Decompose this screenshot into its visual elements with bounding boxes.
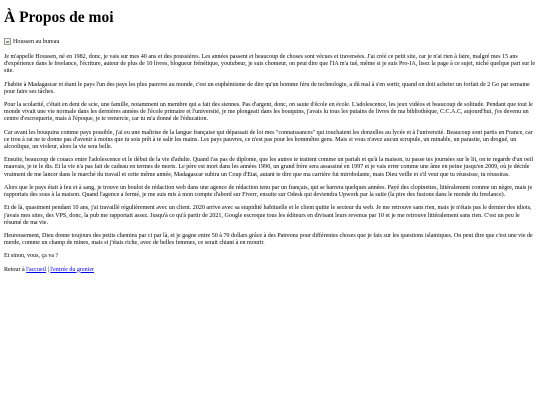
paragraph-question: Et sinon, vous, ça va ? bbox=[4, 253, 59, 260]
footer-prefix: Retour à bbox=[4, 266, 27, 273]
footer-separator: | bbox=[46, 266, 51, 273]
paragraph-scolarite: Pour la scolarité, c'était en dent de scie, une famille, notamment un membre qui a fait des siennes. Pas d'argent, donc, on saute d'école en école. L'adolescence, les jeux vidéos et beaucoup de solitude. Pendant que tout le monde vivait une vie normale dans les dernières années de l'école primaire et l'université, je me plongeait dans les bouquins, j'avais lu tous les putains de livres de ma bibliothèque, C.C.A.C, aujourd'hui, j'es devenu un centre d'escroquerie, mais à l'époque, je te remercie, car tu m'a donné de l'éducation. bbox=[4, 102, 533, 123]
broken-image-icon bbox=[4, 38, 11, 45]
paragraph-patreon: Heureusement, Dieu donne toujours des petits chemins par ci par là, et je gagne entre 50 à 70 dollars grâce à des Patreons pour différentes choses que je fais sur les questions islamiques. On peut dire que c'est une vie de merde, comme un champ de mines, mais si j'étais riche, avec de belles femmes, ce serait chiant à en mourir. bbox=[4, 232, 533, 247]
paragraph-client: Et de là, quasiment pendant 10 ans, j'ai travaillé régulièrement avec un client. 2020 arrive avec sa stupidité habituelle et le client quitte le secteur du web. Je me retrouve sans rien, mais je n'étais pas le dernier des idiots, j'avais mes sites, des VPS, donc, la pub me rapportait assez. Jusqu'à ce qu'à partir de 2021, Google escroque tous les éditeurs en divisant leurs revenus par 10 et je me retrouve littéralement sans rien. C'est un peu le résumé de ma vie. bbox=[4, 205, 532, 226]
image-alt-text: Houssen au bureau bbox=[13, 38, 60, 45]
footer-nav bbox=[4, 267, 536, 274]
grenier-link[interactable]: l'entrée du grenier bbox=[50, 266, 95, 273]
page-title: À Propos de moi bbox=[4, 9, 114, 26]
paragraph-intro: Je m'appelle Houssen, né en 1982, donc, je vais sur mes 40 ans et des poussières. Les années passent et beaucoup de choses sont vécues et traversées. J'ai créé ce petit site, car je n'ai rien à faire, malgré mes 15 ans d'expérience dans le freelance, l'écriture, auteur de plus de 10 livres, blogueur frénétique, youtubeur, je suis chomeur, on peut dire que l'IA m'a tué, même si je suis Pro-IA, lisez la page à ce sujet, niché quelque part sur le site. bbox=[4, 54, 536, 75]
home-link[interactable]: l'accueil bbox=[26, 266, 47, 273]
paragraph-adolescence: Ensuite, beaucoup de couacs entre l'adolescence et le début de la vie d'adulte. Quand t'as pas de diplome, que les autres te traitent comme un pariah et qu'à la maison, tu passe tes journées sur le lit, on te regarde d'un oeil mauvais, je te le dis. Et la vie n'a pas fait de cadeau en termes de morts. Le père est mort dans les années 1990, un grand frère sera assassiné en 1997 et je vais errer comme une âme en peine jusqu'en 2009, où je décide vraiment de me lancer dans le marché du travail et cette même année, Madagascar subira un Coup d'Etat, autant te dire que ma carrière fut mirobolante, mais Dieu veille et s'il veut que tu réussisse, tu réussiras. bbox=[4, 157, 533, 178]
profile-image bbox=[4, 38, 536, 45]
paragraph-redaction: Alors que le pays était à feu et à sang, je trouve un boulot de rédaction web dans une agence de rédaction tenu par un français, qui se barrera quelques années. Payé des clopinettes, littéralement comme un nègre, mais je rapportais des sous à la maison. Quand l'agence a fermé, je me suis mis à mon compte d'abord sur Fiverr, ensuite sur Odesk qui deviendra Upwork par la suite (la pire des fusions dans le monde du freelance). bbox=[4, 184, 533, 199]
paragraph-madagascar: J'habite à Madagascar et étant le pays l'un des pays les plus pauvres au monde, c'est un euphémisme de dire qu'un homme féru de technologie, a dû mal à s'en sortir, quand on doit acheter un forfait de 2 Go par semaine pour faire ses tâches. bbox=[4, 81, 530, 95]
paragraph-langue: Car avant les bouquins comme pays possible, j'ai eu une maîtrise de la langue française qui dépassait de loi mes "connaissances" qui touchaient les donzelles au lycée et à l'université. Beaucoup sont partis en France, car ce trou à rat ne te donne pas d'avenir à moins que tu sois prêt à te salir les mains. Les pays pauvres, ce n'est pas pour les hommêtes gens. Mais si vous n'avez aucun scrupule, un minable, un parasite, un drogué, un alcoolique, un violeur, alors la vie sera belle. bbox=[4, 129, 533, 151]
